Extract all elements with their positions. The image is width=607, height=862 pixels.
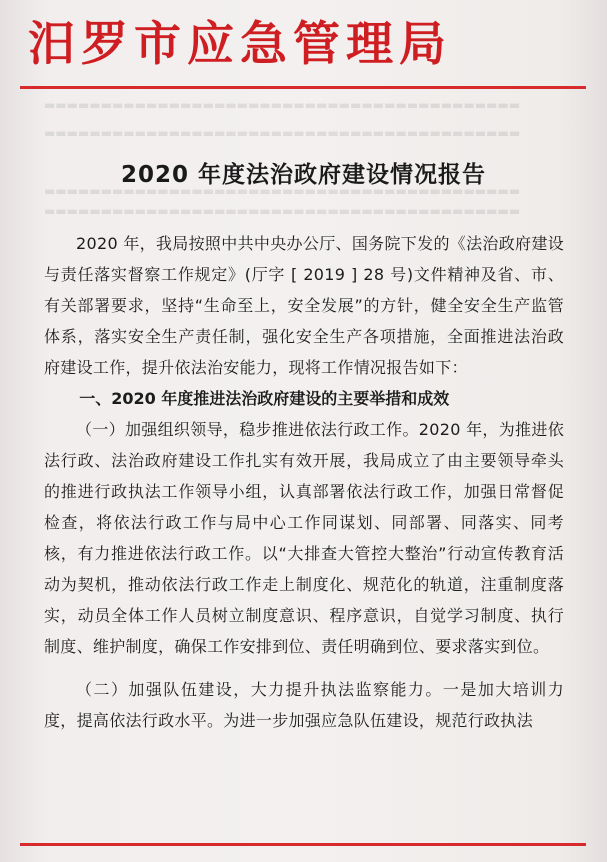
body-paragraph: （二）加强队伍建设，大力提升执法监察能力。一是加大培训力度，提高依法行政水平。为进一步加强应急队伍建设，规范行政执法 xyxy=(44,680,564,730)
bleed-through-texture: ▬▬▬▬▬▬▬▬▬▬▬▬▬▬▬▬▬▬▬▬▬▬▬▬▬▬▬▬▬▬▬▬▬▬▬▬▬▬▬▬▬▬ xyxy=(44,126,521,140)
section-heading: 一、2020 年度推进法治政府建设的主要举措和成效 xyxy=(79,389,450,408)
bleed-through-texture: ▬▬▬▬▬▬▬▬▬▬▬▬▬▬▬▬▬▬▬▬▬▬▬▬▬▬▬▬▬▬▬▬▬▬▬▬▬▬▬▬▬▬ xyxy=(44,184,521,198)
report-title: 2020 年度法治政府建设情况报告 xyxy=(120,162,487,188)
paragraph-gap xyxy=(44,662,564,674)
footer-red-rule xyxy=(20,843,586,846)
bleed-through-texture: ▬▬▬▬▬▬▬▬▬▬▬▬▬▬▬▬▬▬▬▬▬▬▬▬▬▬▬▬▬▬▬▬▬▬▬▬▬▬▬▬▬▬ xyxy=(44,204,521,218)
bleed-through-texture: ▬▬▬▬▬▬▬▬▬▬▬▬▬▬▬▬▬▬▬▬▬▬▬▬▬▬▬▬▬▬▬▬▬▬▬▬▬▬▬▬▬▬ xyxy=(44,98,521,112)
letterhead-red-rule xyxy=(20,86,586,89)
report-body xyxy=(44,228,564,736)
intro-paragraph: 2020 年，我局按照中共中央办公厅、国务院下发的《法治政府建设与责任落实督察工作规定》(厅字 [ 2019 ] 28 号)文件精神及省、市、有关部署要求，坚持“生命至上，安全发展”的方针，健全安全生产监管体系，落实安全生产责任制，强化安全生产各项措施，全面推进法治政府建设工作，提升依法治安能力，现将工作情况报告如下： xyxy=(44,234,564,377)
agency-name: 汨罗市应急管理局 xyxy=(28,17,452,72)
body-paragraph: （一）加强组织领导，稳步推进依法行政工作。2020 年，为推进依法行政、法治政府建设工作扎实有效开展，我局成立了由主要领导牵头的推进行政执法工作领导小组，认真部署依法行政工作，加强日常督促检查，将依法行政工作与局中心工作同谋划、同部署、同落实、同考核，有力推进依法行政工作。以“大排查大管控大整治”行动宣传教育活动为契机，推动依法行政工作走上制度化、规范化的轨道，注重制度落实，动员全体工作人员树立制度意识、程序意识，自觉学习制度、执行制度、维护制度，确保工作安排到位、责任明确到位、要求落实到位。 xyxy=(44,420,564,656)
letterhead xyxy=(0,0,607,92)
